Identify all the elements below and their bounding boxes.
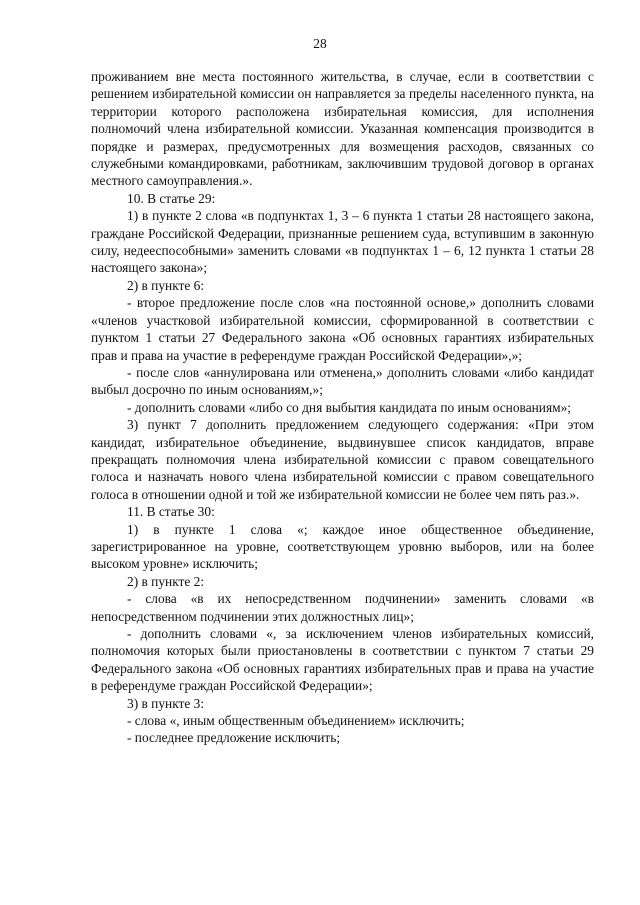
paragraph-subitem: - второе предложение после слов «на постоянной основе,» дополнить словами «членов участковой избирательной комиссии, сформированной в соответствии с пунктом 1 статьи 27 Федерального закона «Об основных гарантиях избирательных прав и права на участие в референдуме граждан Российской Федерации»,»;	[91, 295, 594, 363]
paragraph-continuation: проживанием вне места постоянного жительства, в случае, если в соответствии с решением избирательной комиссии он направляется за пределы населенного пункта, на территории которого расположена избирательная комиссия, для исполнения полномочий члена избирательной комиссии. Указанная компенсация производится в порядке и размерах, предусмотренных для возмещения расходов, связанных со служебными командировками, работникам, заключившим трудовой договор в органах местного самоуправления.».	[91, 69, 594, 189]
paragraph-subitem: - дополнить словами «, за исключением членов избирательных комиссий, полномочия которых были приостановлены в соответствии с пунктом 7 статьи 29 Федерального закона «Об основных гарантиях избирательных прав и права на участие в референдуме граждан Российской Федерации»;	[91, 626, 594, 694]
paragraph-item: 1) в пункте 2 слова «в подпунктах 1, 3 – 6 пункта 1 статьи 28 настоящего закона, граждане Российской Федерации, признанные решением суда, вступившим в законную силу, недееспособными» заменить словами «в подпунктах 1 – 6, 12 пункта 1 статьи 28 настоящего закона»;	[91, 208, 594, 276]
paragraph-subitem: - слова «в их непосредственном подчинении» заменить словами «в непосредственном подчинении этих должностных лиц»;	[91, 591, 594, 624]
paragraph-item: 3) в пункте 3:	[127, 695, 205, 711]
paragraph-article-30-heading: 11. В статье 30:	[127, 504, 215, 520]
document-body	[91, 68, 594, 747]
paragraph-item: 2) в пункте 6:	[127, 277, 205, 293]
paragraph-item: 3) пункт 7 дополнить предложением следующего содержания: «При этом кандидат, избирательное объединение, выдвинувшее список кандидатов, вправе прекращать полномочия члена избирательной комиссии с правом совещательного голоса и назначать нового члена избирательной комиссии с правом совещательного голоса в отношении одной и той же избирательной комиссии не более чем пять раз.».	[91, 417, 594, 502]
paragraph-subitem: - слова «, иным общественным объединением» исключить;	[127, 713, 465, 729]
paragraph-subitem: - последнее предложение исключить;	[127, 730, 341, 746]
paragraph-subitem: - дополнить словами «либо со дня выбытия кандидата по иным основаниям»;	[127, 399, 572, 415]
paragraph-article-29-heading: 10. В статье 29:	[127, 190, 216, 206]
paragraph-subitem: - после слов «аннулирована или отменена,» дополнить словами «либо кандидат выбыл досрочно по иным основаниям,»;	[91, 364, 594, 398]
paragraph-item: 1) в пункте 1 слова «; каждое иное общественное объединение, зарегистрированное на уровне, соответствующем уровню выборов, или на более высоком уровне» исключить;	[91, 521, 594, 572]
page-number: 28	[313, 36, 327, 51]
paragraph-item: 2) в пункте 2:	[127, 573, 205, 589]
